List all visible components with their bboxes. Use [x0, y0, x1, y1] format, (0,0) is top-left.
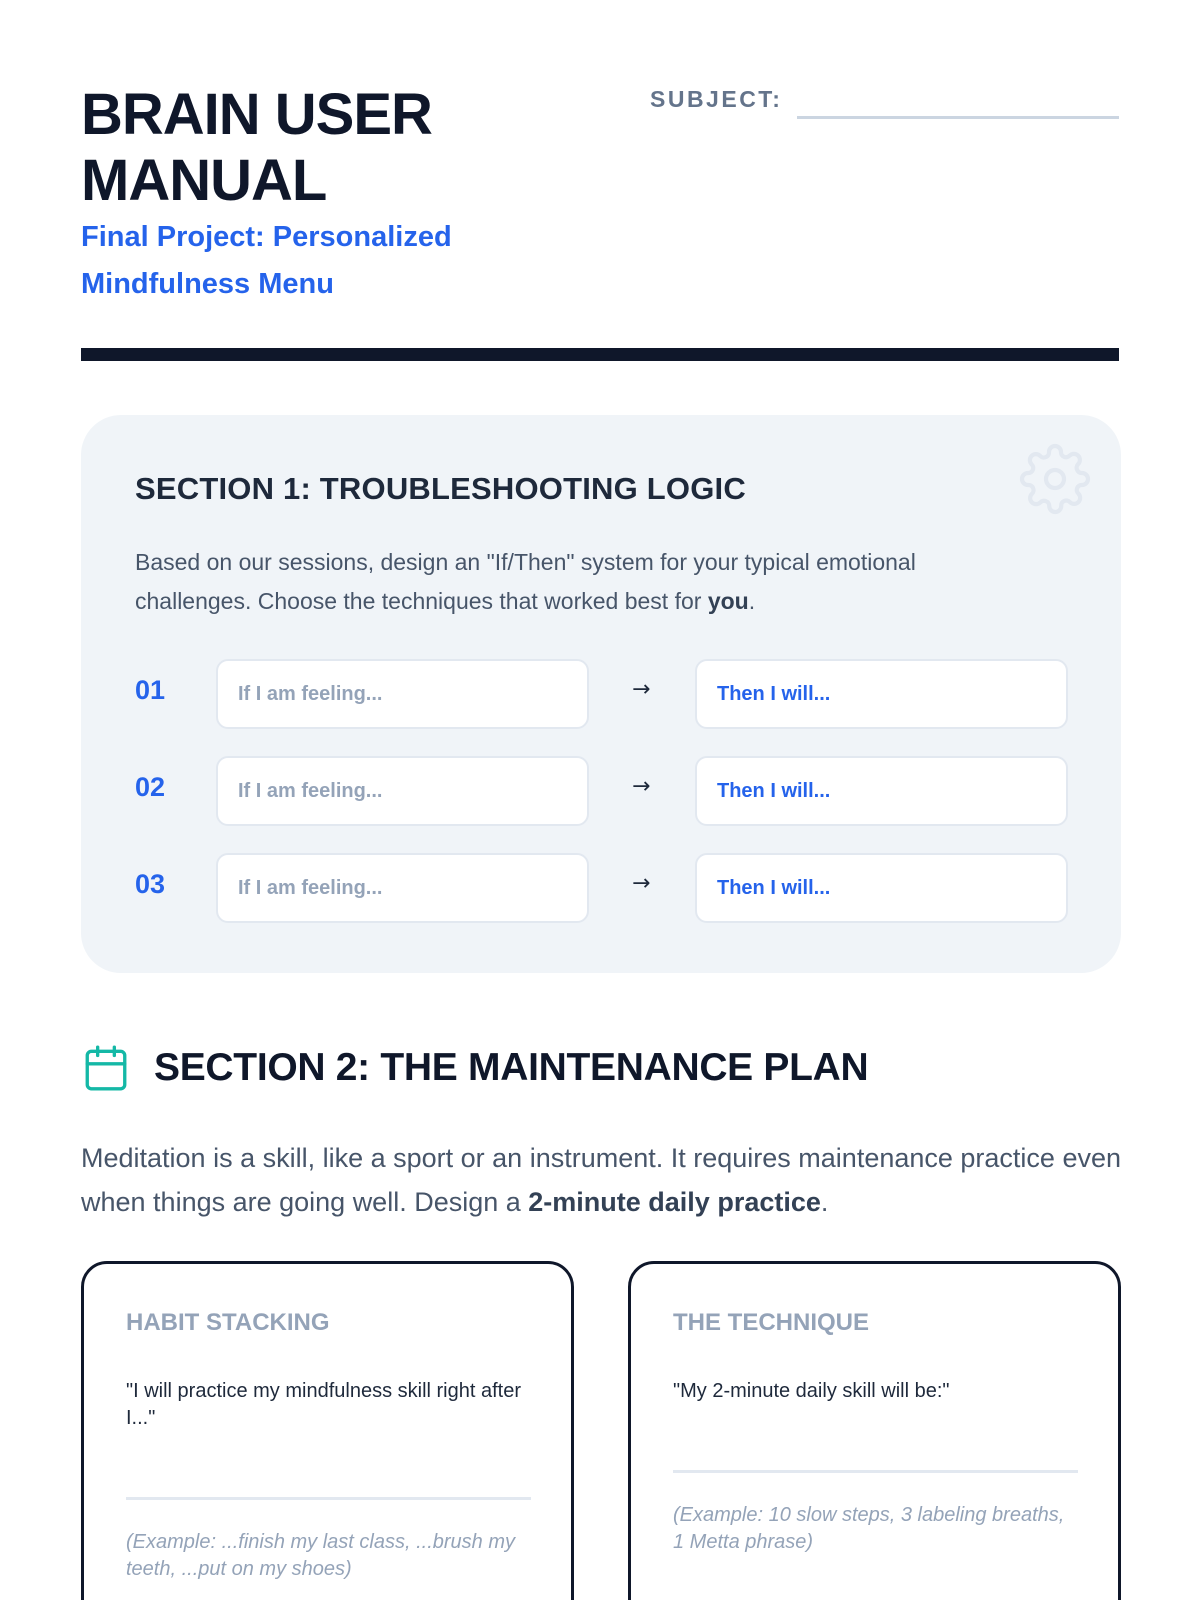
card-example: (Example: ...finish my last class, ...brush my teeth, ...put on my shoes): [126, 1531, 515, 1580]
header: [81, 0, 1119, 360]
section1-description-emphasis: you: [707, 588, 749, 614]
card-title: HABIT STACKING: [126, 1309, 330, 1336]
section1-description: [135, 543, 1015, 621]
arrow-right-icon: →: [632, 871, 651, 896]
subject-input-line[interactable]: [797, 116, 1119, 119]
card-prompt: "My 2-minute daily skill will be:": [673, 1380, 950, 1402]
section2-description-text: Meditation is a skill, like a sport or an instrument. It requires maintenance practice even when things are going well. Design a: [81, 1143, 1121, 1217]
section2-description-emphasis: 2-minute daily practice: [528, 1187, 821, 1217]
page-subtitle: Final Project: Personalized Mindfulness Menu: [81, 221, 452, 300]
answer-line[interactable]: [126, 1497, 531, 1500]
card-title: THE TECHNIQUE: [673, 1309, 870, 1336]
then-action-input[interactable]: Then I will...: [695, 756, 1068, 826]
technique-card: [628, 1261, 1121, 1600]
section-troubleshooting: [81, 415, 1121, 973]
then-action-input[interactable]: Then I will...: [695, 853, 1068, 923]
if-feeling-input[interactable]: If I am feeling...: [216, 756, 589, 826]
card-example: (Example: 10 slow steps, 3 labeling breaths, 1 Metta phrase): [673, 1504, 1065, 1553]
subject-field[interactable]: [650, 84, 1119, 120]
page-title: BRAIN USER MANUAL: [81, 82, 432, 213]
gear-icon: [1019, 443, 1091, 515]
section1-description-text: Based on our sessions, design an "If/Then" system for your typical emotional challenges. Choose the techniques that worked best for: [135, 549, 916, 614]
subject-label: SUBJECT:: [650, 86, 783, 112]
arrow-right-icon: →: [632, 677, 651, 702]
arrow-right-icon: →: [632, 774, 651, 799]
if-then-row: [135, 756, 1067, 826]
section1-heading: SECTION 1: TROUBLESHOOTING LOGIC: [135, 471, 746, 506]
section2-description: [81, 1136, 1121, 1224]
answer-line[interactable]: [673, 1470, 1078, 1473]
then-action-input[interactable]: Then I will...: [695, 659, 1068, 729]
row-number: 03: [135, 869, 166, 899]
habit-stacking-card: [81, 1261, 574, 1600]
card-prompt: "I will practice my mindfulness skill right after I...": [126, 1380, 521, 1429]
calendar-icon: [81, 1042, 131, 1094]
if-feeling-input[interactable]: If I am feeling...: [216, 659, 589, 729]
row-number: 02: [135, 772, 166, 802]
section1-description-end: .: [748, 588, 756, 614]
if-feeling-input[interactable]: If I am feeling...: [216, 853, 589, 923]
if-then-row: [135, 659, 1067, 729]
header-divider: [81, 348, 1119, 361]
section2-heading: SECTION 2: THE MAINTENANCE PLAN: [154, 1046, 869, 1089]
if-then-row: [135, 853, 1067, 923]
row-number: 01: [135, 675, 166, 705]
section2-description-end: .: [820, 1187, 829, 1217]
